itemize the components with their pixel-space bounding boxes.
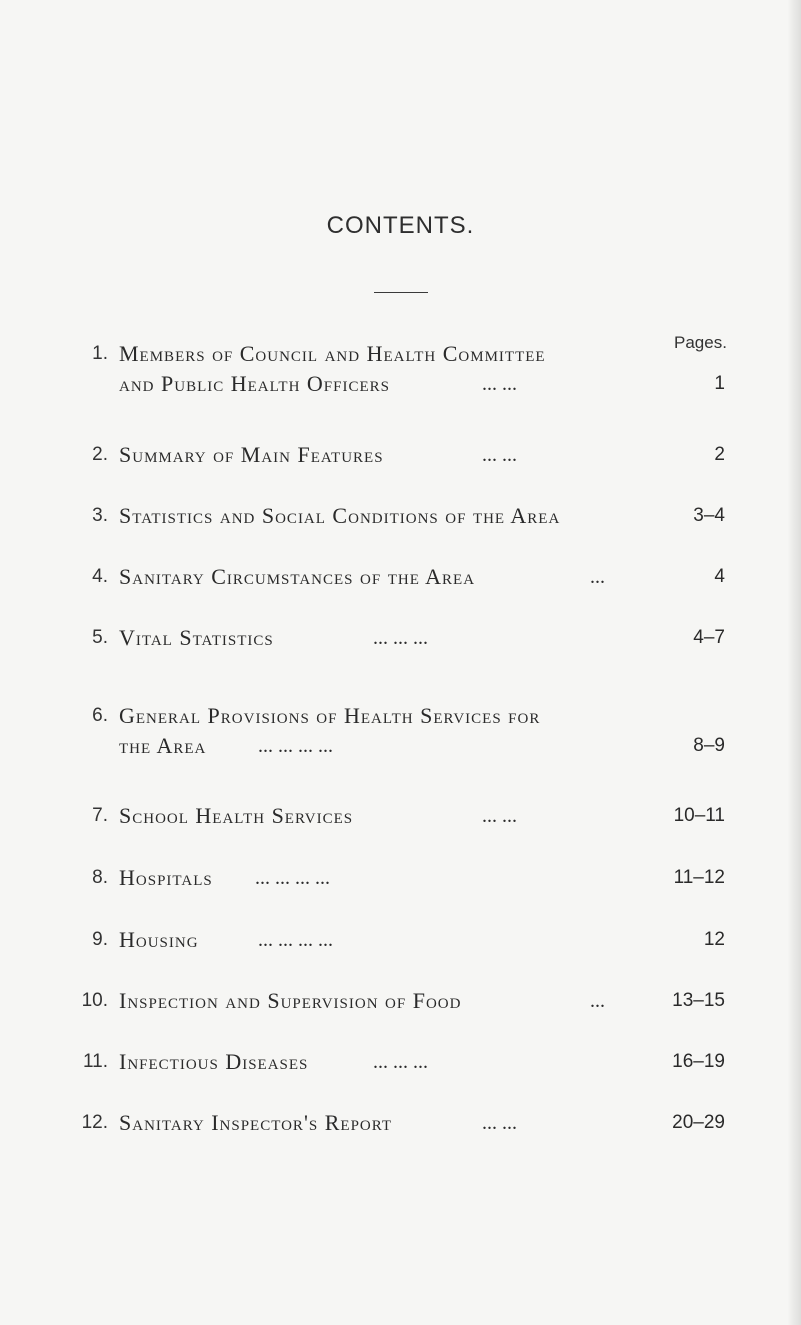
- entry-number: 9.: [92, 929, 108, 950]
- entry-title: School Health Services: [119, 803, 354, 828]
- entry-title: Sanitary Circumstances of the Area: [119, 564, 476, 589]
- entry-title: Statistics and Social Conditions of the Area: [119, 503, 561, 528]
- entry-number: 8.: [92, 867, 108, 888]
- entry-pages: 4–7: [693, 627, 725, 648]
- entry-pages: 1: [714, 373, 725, 394]
- leader-dots: ... ... ... ...: [255, 867, 330, 889]
- pages-column-header: Pages.: [674, 333, 727, 352]
- entry-title-continued: and Public Health Officers: [119, 371, 390, 396]
- entry-title: Housing: [119, 927, 199, 952]
- entry-title: Inspection and Supervision of Food: [119, 988, 462, 1013]
- leader-dots: ... ...: [482, 373, 517, 395]
- entry-pages: 11–12: [673, 867, 725, 888]
- page-edge-shadow: [787, 0, 801, 1325]
- entry-title: Summary of Main Features: [119, 442, 384, 467]
- leader-dots: ... ... ... ...: [258, 929, 333, 951]
- entry-title: Infectious Diseases: [119, 1049, 309, 1074]
- entry-title-continued: the Area: [119, 733, 207, 758]
- leader-dots: ... ...: [482, 1112, 517, 1134]
- entry-number: 3.: [92, 505, 108, 526]
- entry-number: 1.: [92, 343, 108, 364]
- entry-number: 5.: [92, 627, 108, 648]
- entry-pages: 8–9: [693, 735, 725, 756]
- title-rule: [374, 292, 428, 293]
- leader-dots: ... ... ... ...: [258, 735, 333, 757]
- entry-number: 6.: [92, 705, 108, 726]
- leader-dots: ...: [590, 566, 605, 588]
- entry-pages: 16–19: [672, 1051, 725, 1072]
- leader-dots: ... ...: [482, 444, 517, 466]
- leader-dots: ... ...: [482, 805, 517, 827]
- leader-dots: ... ... ...: [373, 1051, 428, 1073]
- leader-dots: ...: [590, 990, 605, 1012]
- entry-pages: 3–4: [693, 505, 725, 526]
- leader-dots: ... ... ...: [373, 627, 428, 649]
- entry-pages: 4: [714, 566, 725, 587]
- entry-number: 2.: [92, 444, 108, 465]
- entry-pages: 12: [703, 929, 725, 950]
- entry-pages: 13–15: [672, 990, 725, 1011]
- entry-pages: 20–29: [672, 1112, 725, 1133]
- entry-number: 10.: [81, 990, 108, 1011]
- entry-title: Members of Council and Health Committee: [119, 341, 546, 366]
- entry-title: General Provisions of Health Services for: [119, 703, 541, 728]
- entry-title: Sanitary Inspector's Report: [119, 1110, 393, 1135]
- entry-pages: 10–11: [673, 805, 725, 826]
- entry-number: 7.: [92, 805, 108, 826]
- entry-title: Hospitals: [119, 865, 213, 890]
- page-title: CONTENTS.: [326, 212, 475, 239]
- entry-number: 11.: [82, 1051, 108, 1072]
- entry-number: 12.: [81, 1112, 108, 1133]
- entry-title: Vital Statistics: [119, 625, 274, 650]
- entry-pages: 2: [714, 444, 725, 465]
- entry-number: 4.: [92, 566, 108, 587]
